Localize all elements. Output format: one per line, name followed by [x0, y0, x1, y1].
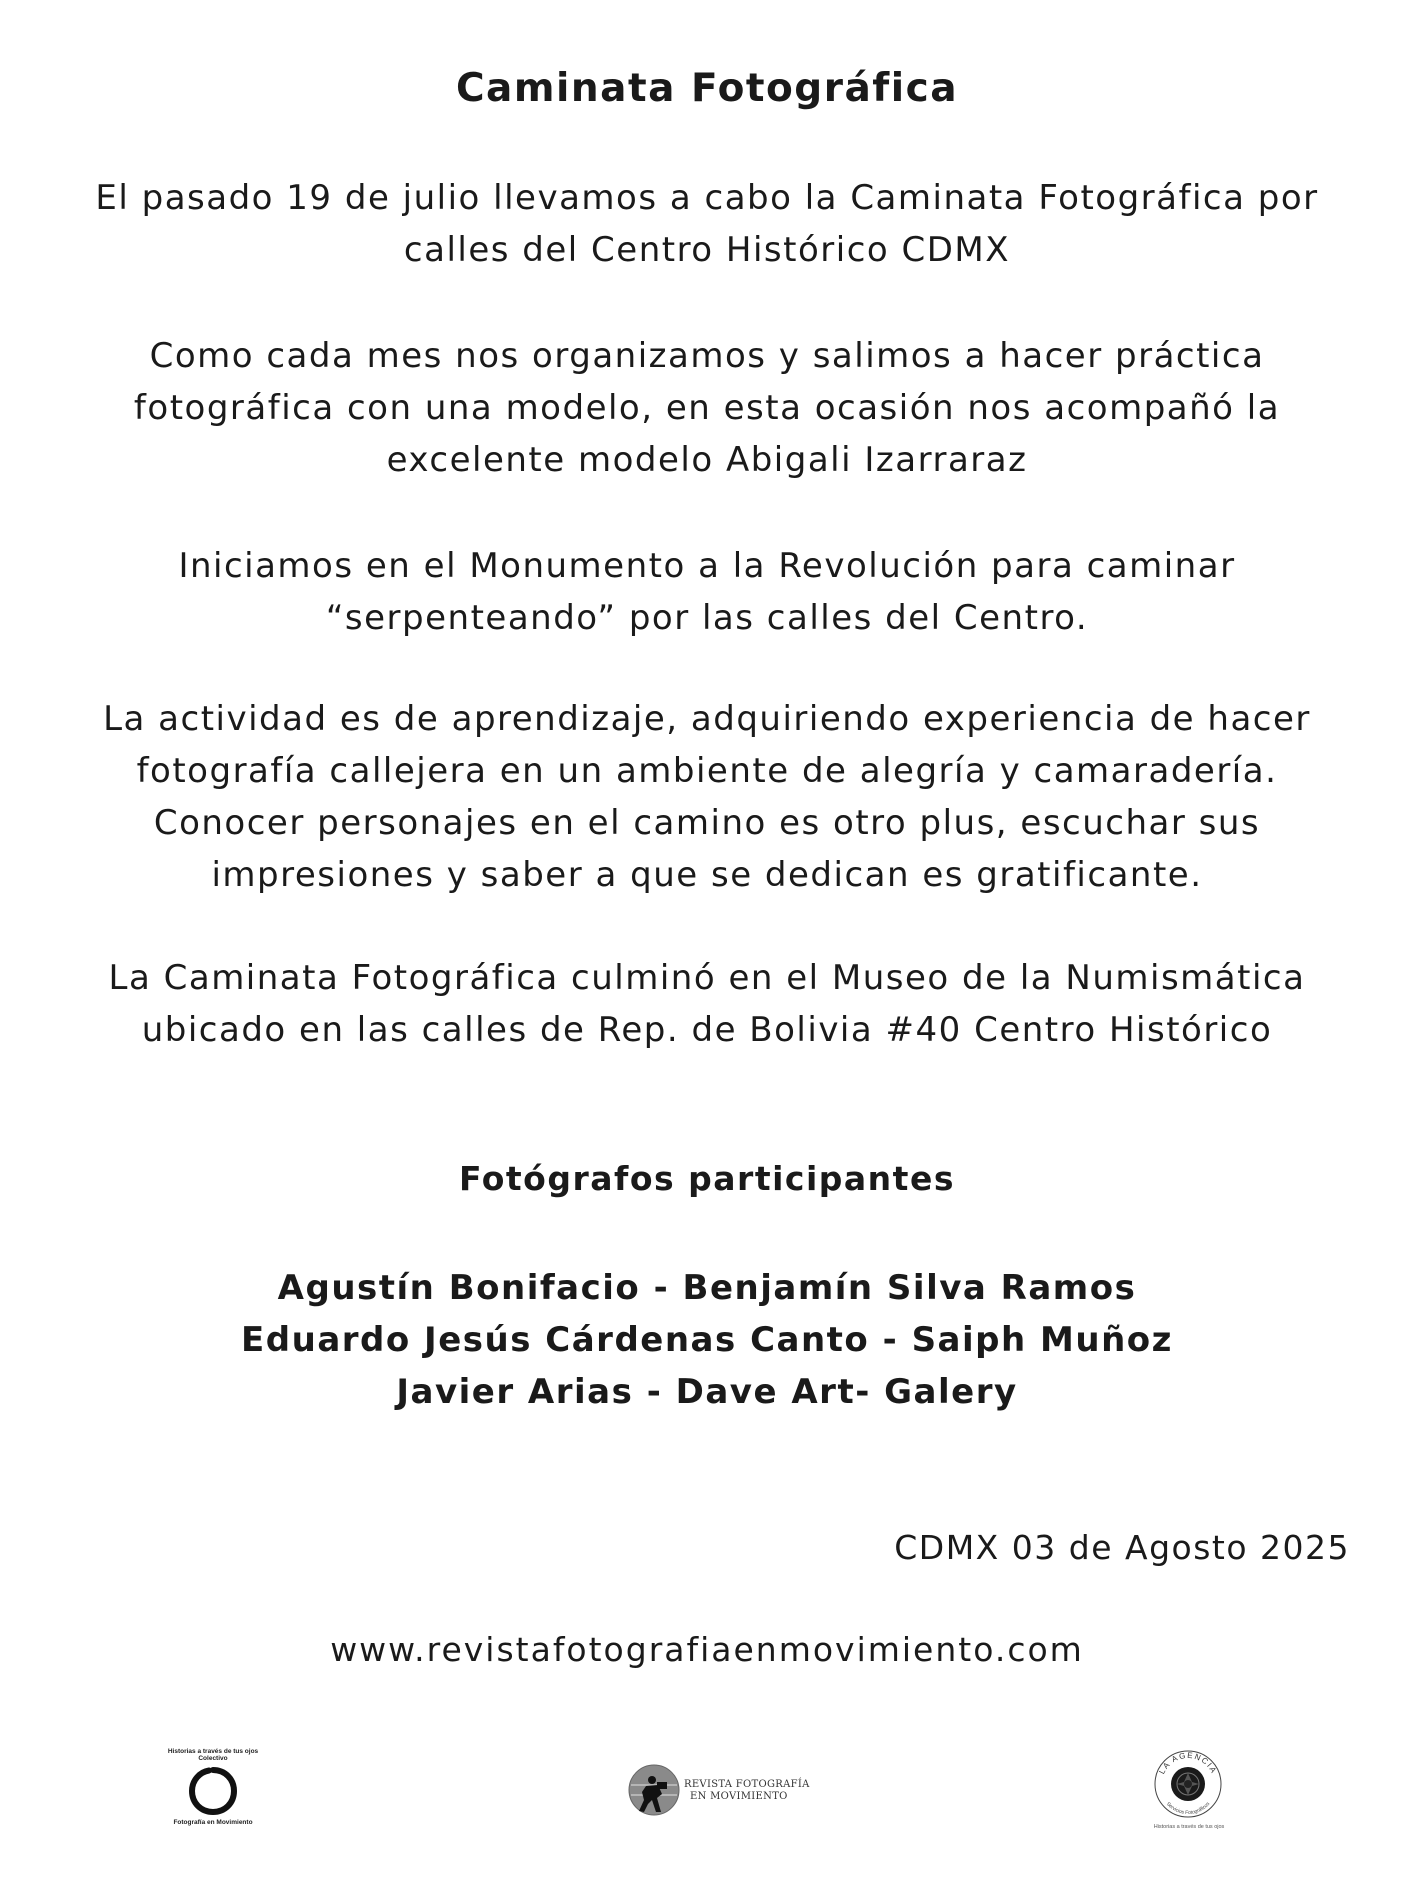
paragraph-intro	[60, 172, 1354, 276]
paragraph-start	[60, 540, 1354, 644]
paragraph-end	[60, 952, 1354, 1056]
paragraph-line: calles del Centro Histórico CDMX	[403, 230, 1011, 270]
logo-text: Colectivo	[198, 1755, 228, 1762]
website-link[interactable]: www.revistafotografiaenmovimiento.com	[330, 1630, 1084, 1669]
logo-text: Fotografía en Movimiento	[173, 1819, 253, 1826]
agencia-arc-bottom-text: Servicios Fotográficos	[1164, 1801, 1212, 1817]
paragraph-line: Como cada mes nos organizamos y salimos a hacer práctica	[149, 336, 1265, 376]
colectivo-logo	[165, 1748, 261, 1834]
revista-logo-line2: EN MOVIMIENTO	[690, 1791, 788, 1802]
agencia-arc-text: LA AGENCIA	[1157, 1750, 1219, 1776]
agencia-tagline: Historias a través de tus ojos	[1153, 1824, 1225, 1830]
revista-logo-line1: REVISTA FOTOGRAFÍA	[684, 1779, 810, 1790]
svg-text:Servicios Fotográficos	[1165, 1801, 1212, 1816]
paragraph-line: La Caminata Fotográfica culminó en el Museo de la Numismática	[108, 958, 1306, 998]
paragraph-line: Iniciamos en el Monumento a la Revolución para caminar	[178, 546, 1236, 586]
paragraph-line: impresiones y saber a que se dedican es gratificante.	[211, 855, 1203, 895]
document-title: Caminata Fotográfica	[455, 66, 959, 111]
paragraph-model	[60, 330, 1354, 486]
paragraph-line: La actividad es de aprendizaje, adquiriendo experiencia de hacer	[103, 699, 1311, 739]
paragraph-line: El pasado 19 de julio llevamos a cabo la Caminata Fotográfica por	[95, 178, 1319, 218]
participants-line: Javier Arias - Dave Art- Galery	[396, 1372, 1018, 1412]
paragraph-line: fotografía callejera en un ambiente de alegría y camaradería.	[136, 751, 1278, 791]
participants-heading: Fotógrafos participantes	[459, 1159, 955, 1198]
participants-line: Eduardo Jesús Cárdenas Canto - Saiph Muñoz	[241, 1320, 1173, 1360]
agencia-logo	[1148, 1744, 1228, 1834]
paragraph-line: Conocer personajes en el camino es otro plus, escuchar sus	[153, 803, 1261, 843]
enso-circle-icon	[187, 1765, 239, 1817]
participants-list	[0, 1262, 1414, 1418]
paragraph-line: ubicado en las calles de Rep. de Bolivia #40 Centro Histórico	[141, 1010, 1273, 1050]
participants-line: Agustín Bonifacio - Benjamín Silva Ramos	[277, 1268, 1137, 1308]
revista-logo	[628, 1764, 808, 1818]
logo-text: Historias a través de tus ojos	[167, 1748, 259, 1755]
photographer-silhouette-icon	[628, 1764, 684, 1818]
paragraph-line: excelente modelo Abigali Izarraraz	[386, 440, 1028, 480]
camera-aperture-icon	[1148, 1744, 1228, 1824]
date-line: CDMX 03 de Agosto 2025	[894, 1528, 1350, 1567]
paragraph-activity	[60, 693, 1354, 901]
paragraph-line: “serpenteando” por las calles del Centro.	[325, 598, 1089, 638]
paragraph-line: fotográfica con una modelo, en esta ocasión nos acompañó la	[133, 388, 1281, 428]
